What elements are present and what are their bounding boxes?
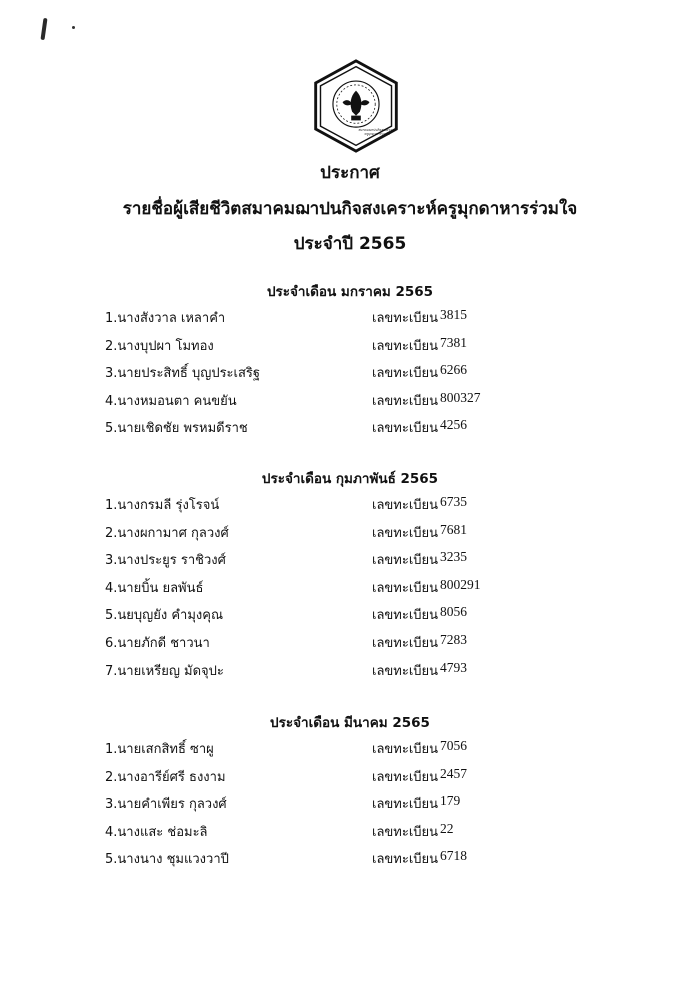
registration-label: เลขทะเบียน: [372, 366, 439, 382]
list-item: [0, 821, 700, 843]
deceased-name: 1.นางกรมลี รุ่งโรจน์: [105, 498, 220, 513]
announcement-title: ประกาศ: [320, 163, 380, 183]
registration-label: เลขทะเบียน: [372, 797, 439, 813]
deceased-name: 3.นายประสิทธิ์ บุญประเสริฐ: [105, 366, 261, 382]
registration-number: 179: [440, 793, 461, 809]
deceased-name: 4.นายบิ้น ยลพันธ์: [105, 580, 204, 596]
list-item: [0, 522, 700, 544]
registration-number: 3815: [440, 307, 467, 322]
deceased-name: 2.นางอารีย์ศรี ธงงาม: [105, 769, 226, 785]
list-item: [0, 335, 700, 357]
registration-number: 22: [440, 820, 454, 836]
list-item: [0, 660, 700, 682]
list-item: [0, 766, 700, 788]
registration-label: เลขทะเบียน: [372, 742, 439, 757]
registration-label: เลขทะเบียน: [372, 636, 439, 651]
list-item: [0, 307, 700, 329]
month-heading: ประจำเดือน กุมภาพันธ์ 2565: [261, 471, 439, 487]
announcement-subtitle: รายชื่อผู้เสียชีวิตสมาคมฌาปนกิจสงเคราะห์ครูมุกดาหารร่วมใจ: [122, 199, 578, 219]
deceased-name: 4.นางแสะ ช่อมะลิ: [105, 824, 208, 840]
logo-text-line1: สมาคมฌาปนกิจสงเคราะห์: [358, 127, 396, 132]
list-item: [0, 738, 700, 760]
deceased-name: 2.นางบุปผา โมทอง: [105, 338, 214, 354]
deceased-name: 2.นางผกามาศ กุลวงศ์: [105, 525, 229, 541]
deceased-name: 1.นายเสกสิทธิ์ ซาผู: [105, 742, 214, 757]
registration-label: เลขทะเบียน: [372, 421, 439, 437]
association-emblem-icon: [308, 58, 404, 154]
list-item: [0, 549, 700, 571]
list-item: [0, 793, 700, 815]
registration-number: 7056: [440, 738, 467, 753]
registration-number: 2457: [440, 765, 467, 781]
list-item: [0, 362, 700, 384]
deceased-name: 7.นายเหรียญ มัดจุปะ: [105, 663, 224, 679]
list-item: [0, 577, 700, 599]
announcement-year: ประจำปี 2565: [293, 234, 407, 254]
registration-number: 4793: [440, 659, 467, 675]
registration-label: เลขทะเบียน: [372, 608, 439, 624]
registration-label: เลขทะเบียน: [372, 393, 439, 409]
list-item: [0, 848, 700, 870]
registration-label: เลขทะเบียน: [372, 338, 439, 354]
registration-label: เลขทะเบียน: [372, 580, 439, 596]
registration-label: เลขทะเบียน: [372, 498, 439, 513]
deceased-name: 4.นางหมอนตา คนขยัน: [105, 393, 237, 409]
registration-number: 7283: [440, 632, 467, 647]
registration-number: 4256: [440, 417, 467, 433]
deceased-name: 5.นางนาง ชุมแวงวาปี: [105, 852, 229, 868]
scan-mark: [40, 18, 47, 40]
registration-label: เลขทะเบียน: [372, 663, 439, 679]
registration-number: 800291: [440, 576, 481, 592]
registration-label: เลขทะเบียน: [372, 769, 439, 785]
deceased-name: 3.นายคำเพียร กุลวงศ์: [105, 797, 227, 813]
scan-dot: [72, 26, 75, 29]
registration-label: เลขทะเบียน: [372, 311, 439, 326]
deceased-name: 5.นยบุญยัง คำมุงคุณ: [105, 608, 224, 624]
registration-number: 800327: [440, 389, 481, 405]
registration-number: 6718: [440, 848, 467, 864]
registration-number: 3235: [440, 549, 467, 565]
deceased-name: 3.นางประยูร ราชิวงศ์: [105, 553, 226, 569]
registration-label: เลขทะเบียน: [372, 824, 439, 840]
list-item: [0, 494, 700, 516]
month-heading: ประจำเดือน มีนาคม 2565: [270, 715, 430, 731]
registration-label: เลขทะเบียน: [372, 553, 439, 569]
registration-number: 8056: [440, 604, 467, 620]
registration-label: เลขทะเบียน: [372, 525, 439, 541]
deceased-name: 6.นายภักดี ชาวนา: [105, 636, 210, 651]
registration-number: 7381: [440, 334, 467, 350]
list-item: [0, 417, 700, 439]
deceased-name: 5.นายเชิดชัย พรหมดีราช: [105, 421, 248, 437]
registration-number: 7681: [440, 521, 467, 537]
logo-text-line2: ครูมุกดาหารร่วมใจ: [364, 131, 390, 136]
list-item: [0, 604, 700, 626]
list-item: [0, 390, 700, 412]
month-heading: ประจำเดือน มกราคม 2565: [266, 284, 434, 300]
registration-number: 6735: [440, 494, 467, 509]
deceased-name: 1.นางสังวาล เหลาคำ: [105, 311, 226, 326]
registration-number: 6266: [440, 362, 467, 378]
registration-label: เลขทะเบียน: [372, 852, 439, 868]
list-item: [0, 632, 700, 654]
